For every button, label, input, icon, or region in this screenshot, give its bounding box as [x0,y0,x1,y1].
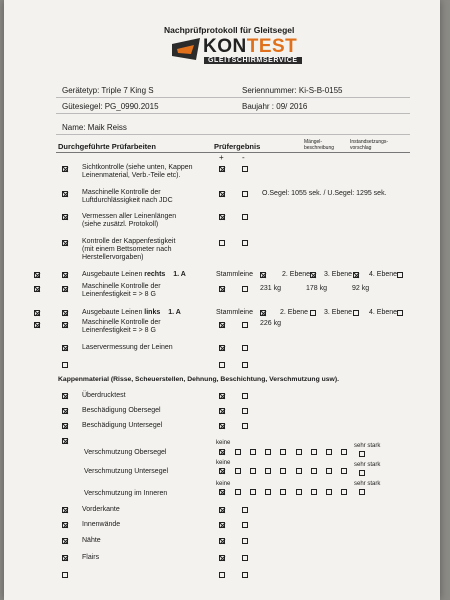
plus-checkbox[interactable] [219,408,225,414]
strength-value: 92 kg [352,285,370,292]
scale-checkbox[interactable] [326,468,332,474]
level3-checkbox[interactable] [353,310,359,316]
col-defect-header: Mängel- beschreibung [304,139,335,151]
level4-checkbox[interactable] [397,310,403,316]
minus-checkbox[interactable] [242,166,248,172]
row-text: Maschinelle Kontrolle der Luftdurchlässigkeit nach JDC [82,189,173,205]
level4-label: 4. Ebene [369,271,398,278]
done-checkbox[interactable] [62,214,68,220]
scale-checkbox[interactable] [296,468,302,474]
plus-label: + [219,153,224,162]
row-text: Kontrolle der Kappenfestigkeit (mit einem Bettsometer nach Herstellervorgaben) [82,238,176,262]
scale-checkbox[interactable] [326,489,332,495]
scale-checkbox[interactable] [250,489,256,495]
done-checkbox[interactable] [62,191,68,197]
seal: Gütesiegel: PG_0990.2015 [62,102,159,111]
plus-checkbox[interactable] [219,214,225,220]
level3-label: 3. Ebene [324,309,353,316]
done-checkbox[interactable] [62,362,68,368]
scale-checkbox[interactable] [359,451,365,457]
done-checkbox[interactable] [62,522,68,528]
done-checkbox[interactable] [62,310,68,316]
minus-checkbox[interactable] [242,538,248,544]
strength-value: 178 kg [306,285,328,292]
done-checkbox[interactable] [62,438,68,444]
row-text: Innenwände [82,521,121,528]
scale-checkbox[interactable] [341,449,347,455]
scale-none-label: keine [216,481,231,487]
col-result-header: Prüfergebnis [214,142,261,151]
minus-checkbox[interactable] [242,214,248,220]
plus-checkbox[interactable] [219,166,225,172]
scale-checkbox[interactable] [235,489,241,495]
plus-checkbox[interactable] [219,345,225,351]
lines-left-label: Ausgebaute Leinen links 1. A [82,309,181,316]
minus-checkbox[interactable] [242,408,248,414]
minus-label: - [242,153,245,162]
row-text: Überdrucktest [82,392,126,399]
plus-checkbox[interactable] [219,322,225,328]
plus-checkbox[interactable] [219,240,225,246]
col-repair-header: Instandsetzungs- vorschlag [350,139,389,151]
level4-checkbox[interactable] [397,272,403,278]
level2-label: 2. Ebene [282,271,311,278]
row-text: Vermessen aller Leinenlängen (siehe zusätzl. Protokoll) [82,213,177,229]
minus-checkbox[interactable] [242,240,248,246]
scale-checkbox[interactable] [265,489,271,495]
strength-value: 226 kg [260,320,282,327]
scale-checkbox[interactable] [219,489,225,495]
document-title: Nachprüfprotokoll für Gleitsegel [164,25,295,35]
scale-checkbox[interactable] [280,468,286,474]
divider [56,97,410,98]
row-text: Beschädigung Untersegel [82,422,163,429]
done-checkbox[interactable] [62,166,68,172]
col-work-header: Durchgeführte Prüfarbeiten [58,142,156,151]
done-checkbox[interactable] [62,322,68,328]
scale-checkbox[interactable] [296,489,302,495]
row-text: Sichtkontrolle (siehe unten, Kappen Leinenmaterial, Verb.-Teile etc). [82,164,193,180]
scale-checkbox[interactable] [265,468,271,474]
device-type: Gerätetyp: Triple 7 King S [62,86,154,95]
minus-checkbox[interactable] [242,393,248,399]
plus-checkbox[interactable] [219,423,225,429]
done-checkbox[interactable] [62,538,68,544]
minus-checkbox[interactable] [242,362,248,368]
scale-checkbox[interactable] [326,449,332,455]
level2-checkbox[interactable] [310,272,316,278]
scale-checkbox[interactable] [341,489,347,495]
minus-checkbox[interactable] [242,572,248,578]
scale-strong-label: sehr stark [354,481,381,487]
minus-checkbox[interactable] [242,191,248,197]
done-checkbox[interactable] [62,507,68,513]
canopy-section-header: Kappenmaterial (Risse, Scheuerstellen, Dehnung, Beschichtung, Verschmutzung usw). [58,376,339,383]
minus-checkbox[interactable] [242,555,248,561]
logo-wordmark: KONTEST [203,36,298,57]
scale-checkbox[interactable] [280,449,286,455]
row-text: Maschinelle Kontrolle der Leinenfestigkeit = > 8 G [82,319,161,335]
row-text: Flairs [82,554,100,561]
scale-checkbox[interactable] [280,489,286,495]
row-text: Beschädigung Obersegel [82,407,161,414]
row-text: Verschmutzung im Inneren [84,490,168,497]
plus-checkbox[interactable] [219,507,225,513]
outer-checkbox[interactable] [34,272,40,278]
done-checkbox[interactable] [62,408,68,414]
divider [56,134,410,135]
stammleine-checkbox[interactable] [260,272,266,278]
minus-checkbox[interactable] [242,423,248,429]
scale-none-label: keine [216,460,231,466]
stammleine-label: Stammleine [216,309,253,316]
row-text: Verschmutzung Untersegel [84,468,169,475]
airflow-note: O.Segel: 1055 sek. / U.Segel: 1295 sek. [262,190,387,197]
done-checkbox[interactable] [62,345,68,351]
inspector-name: Name: Maik Reiss [62,123,127,132]
done-checkbox[interactable] [62,423,68,429]
plus-checkbox[interactable] [219,555,225,561]
scale-checkbox[interactable] [235,468,241,474]
row-text: Nähte [82,537,101,544]
minus-checkbox[interactable] [242,507,248,513]
stammleine-checkbox[interactable] [260,310,266,316]
scale-checkbox[interactable] [359,470,365,476]
scale-checkbox[interactable] [311,489,317,495]
row-text: Maschinelle Kontrolle der Leinenfestigkeit = > 8 G [82,283,161,299]
minus-checkbox[interactable] [242,286,248,292]
scale-checkbox[interactable] [250,449,256,455]
plus-checkbox[interactable] [219,286,225,292]
level3-checkbox[interactable] [353,272,359,278]
done-checkbox[interactable] [62,393,68,399]
scale-checkbox[interactable] [359,489,365,495]
serial-number: Seriennummer: Ki-S-B-0155 [242,86,343,95]
done-checkbox[interactable] [62,240,68,246]
plus-checkbox[interactable] [219,522,225,528]
minus-checkbox[interactable] [242,522,248,528]
level3-label: 3. Ebene [324,271,353,278]
logo-subtitle: GLEITSCHIRMSERVICE [204,57,302,64]
scale-checkbox[interactable] [311,468,317,474]
minus-checkbox[interactable] [242,322,248,328]
scale-checkbox[interactable] [235,449,241,455]
scale-checkbox[interactable] [219,449,225,455]
scale-none-label: keine [216,440,231,446]
plus-checkbox[interactable] [219,393,225,399]
level4-label: 4. Ebene [369,309,398,316]
outer-checkbox[interactable] [34,286,40,292]
plus-checkbox[interactable] [219,191,225,197]
minus-checkbox[interactable] [242,345,248,351]
header-line [56,152,410,153]
row-text: Laservermessung der Leinen [82,344,173,351]
plus-checkbox[interactable] [219,362,225,368]
lines-right-label: Ausgebaute Leinen rechts 1. A [82,271,186,278]
plus-checkbox[interactable] [219,572,225,578]
plus-checkbox[interactable] [219,538,225,544]
divider [56,113,410,114]
build-year: Baujahr : 09/ 2016 [242,102,308,111]
scale-checkbox[interactable] [265,449,271,455]
outer-checkbox[interactable] [34,322,40,328]
scale-checkbox[interactable] [341,468,347,474]
protocol-sheet [4,0,440,600]
row-text: Verschmutzung Obersegel [84,449,167,456]
done-checkbox[interactable] [62,272,68,278]
level2-label: 2. Ebene [280,309,309,316]
kontest-logo-icon [172,38,200,60]
done-checkbox[interactable] [62,555,68,561]
scale-strong-label: sehr stark [354,462,381,468]
scale-checkbox[interactable] [250,468,256,474]
outer-checkbox[interactable] [34,310,40,316]
level2-checkbox[interactable] [310,310,316,316]
scale-strong-label: sehr stark [354,443,381,449]
scale-checkbox[interactable] [311,449,317,455]
strength-value: 231 kg [260,285,282,292]
scale-checkbox[interactable] [219,468,225,474]
stammleine-label: Stammleine [216,271,253,278]
scale-checkbox[interactable] [296,449,302,455]
done-checkbox[interactable] [62,572,68,578]
done-checkbox[interactable] [62,286,68,292]
row-text: Vorderkante [82,506,120,513]
